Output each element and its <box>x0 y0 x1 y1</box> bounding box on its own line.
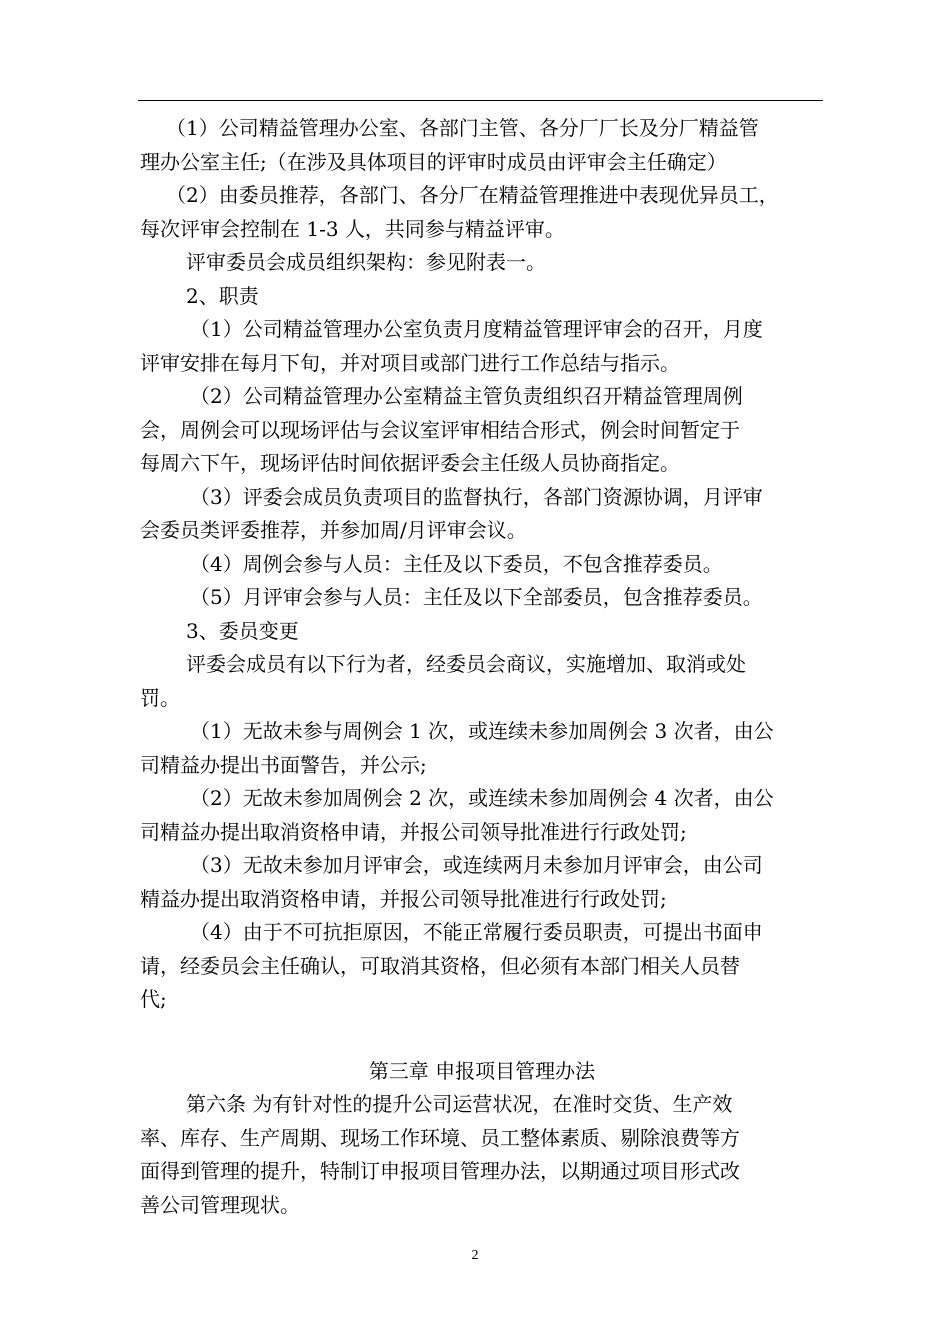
paragraph-line: 罚。 <box>140 685 180 710</box>
paragraph-line: （1）无故未参与周例会 1 次，或连续未参加周例会 3 次者，由公 <box>190 719 774 743</box>
paragraph-line: 率、库存、生产周期、现场工作环境、员工整体素质、剔除浪费等方 <box>140 1125 740 1150</box>
paragraph-line: 每周六下午，现场评估时间依据评委会主任级人员协商指定。 <box>140 451 680 475</box>
paragraph-line: 评审安排在每月下旬，并对项目或部门进行工作总结与指示。 <box>140 350 680 375</box>
paragraph-line: 司精益办提出取消资格申请，并报公司领导批准进行行政处罚; <box>140 819 687 844</box>
paragraph-line: 评委会成员有以下行为者，经委员会商议，实施增加、取消或处 <box>186 652 746 676</box>
paragraph-line: （3）无故未参加月评审会，或连续两月未参加月评审会，由公司 <box>190 853 763 877</box>
section-subheading: 3、委员变更 <box>186 618 299 643</box>
paragraph-line: （2）由委员推荐，各部门、各分厂在精益管理推进中表现优异员工， <box>166 183 779 207</box>
paragraph-line: （2）公司精益管理办公室精益主管负责组织召开精益管理周例 <box>190 384 743 408</box>
paragraph-line: 司精益办提出书面警告，并公示; <box>140 752 427 777</box>
paragraph-line: （4）由于不可抗拒原因，不能正常履行委员职责，可提出书面申 <box>190 920 763 944</box>
paragraph-line: 会委员类评委推荐，并参加周/月评审会议。 <box>140 518 527 542</box>
paragraph-line: （1）公司精益管理办公室、各部门主管、各分厂厂长及分厂精益管 <box>166 116 759 140</box>
paragraph-line: （4）周例会参与人员：主任及以下委员，不包含推荐委员。 <box>190 551 723 576</box>
paragraph-line: 面得到管理的提升，特制订申报项目管理办法，以期通过项目形式改 <box>140 1159 740 1183</box>
paragraph-line: 善公司管理现状。 <box>140 1192 300 1217</box>
paragraph-line: 请，经委员会主任确认，可取消其资格，但必须有本部门相关人员替 <box>140 953 740 978</box>
header-rule <box>138 100 823 101</box>
paragraph-line: 代; <box>140 987 167 1011</box>
paragraph-line: （1）公司精益管理办公室负责月度精益管理评审会的召开，月度 <box>190 317 763 341</box>
paragraph-line: 理办公室主任;（在涉及具体项目的评审时成员由评审会主任确定） <box>140 149 727 174</box>
paragraph-line: （3）评委会成员负责项目的监督执行，各部门资源协调，月评审 <box>190 484 763 509</box>
paragraph-line: 会，周例会可以现场评估与会议室评审相结合形式，例会时间暂定于 <box>140 417 740 442</box>
paragraph-line: 第六条 为有针对性的提升公司运营状况，在准时交货、生产效 <box>186 1092 733 1116</box>
paragraph-line: 精益办提出取消资格申请，并报公司领导批准进行行政处罚; <box>140 886 667 911</box>
page-number: 2 <box>471 1248 479 1263</box>
paragraph-line: （2）无故未参加周例会 2 次，或连续未参加周例会 4 次者，由公 <box>190 786 774 810</box>
section-subheading: 2、职责 <box>186 283 259 308</box>
paragraph-line: （5）月评审会参与人员：主任及以下全部委员，包含推荐委员。 <box>190 585 763 609</box>
document-body <box>140 112 824 1222</box>
paragraph-line: 每次评审会控制在 1-3 人，共同参与精益评审。 <box>140 216 565 241</box>
paragraph-line: 评审委员会成员组织架构：参见附表一。 <box>186 250 546 274</box>
chapter-heading: 第三章 申报项目管理办法 <box>368 1058 596 1083</box>
